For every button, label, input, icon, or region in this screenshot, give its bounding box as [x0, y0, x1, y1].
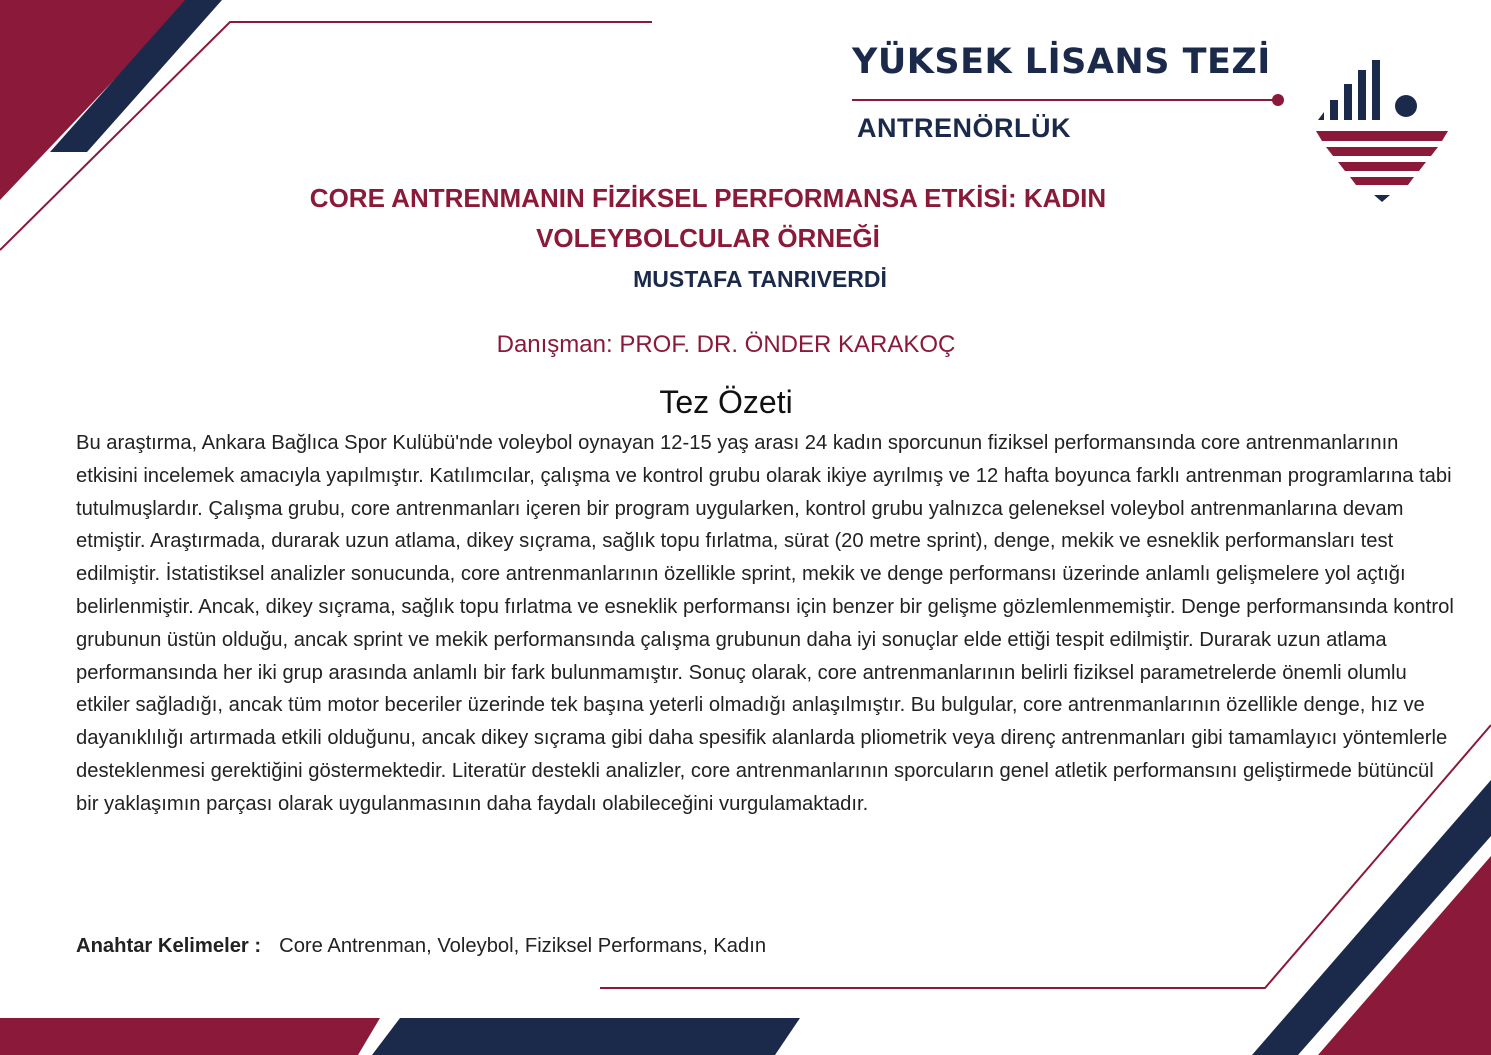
- document-type-title: YÜKSEK LİSANS TEZİ: [852, 42, 1271, 82]
- keywords-line: [76, 935, 766, 958]
- abstract-text: Bu araştırma, Ankara Bağlıca Spor Kulübü'nde voleybol oynayan 12-15 yaş arası 24 kadın sporcunun fiziksel performansında core antrenmanlarının etkisini incelemek amacıyla yapılmıştır. Katılımcılar, çalışma ve kontrol grubu olarak ikiye ayrılmış ve 12 hafta boyunca farklı antrenman programlarına tabi tutulmuşlardır. Çalışma grubu, core antrenmanları içeren bir program uygularken, kontrol grubu yalnızca geleneksel voleybol antrenmanlarına devam etmiştir. Araştırmada, durarak uzun atlama, dikey sıçrama, sağlık topu fırlatma, sürat (20 metre sprint), denge, mekik ve esneklik performansları test edilmiştir. İstatistiksel analizler sonucunda, core antrenmanlarının özellikle sprint, mekik ve denge performansı üzerinde anlamlı gelişmelere yol açtığı belirlenmiştir. Ancak, dikey sıçrama, sağlık topu fırlatma ve esneklik performansı için benzer bir gelişme gözlemlenmemiştir. Denge performansında kontrol grubunun üstün olduğu, ancak sprint ve mekik performansında çalışma grubunun daha iyi sonuçlar elde ettiği tespit edilmiştir. Durarak uzun atlama performansında her iki grup arasında anlamlı bir fark bulunmamıştır. Sonuç olarak, core antrenmanlarının belirli fiziksel parametrelerde önemli olumlu etkiler sağladığı, ancak tüm motor beceriler üzerinde tek başına yeterli olmadığı anlaşılmıştır. Bu bulgular, core antrenmanlarının özellikle denge, hız ve dayanıklılığı artırmada etkili olduğunu, ancak dikey sıçrama gibi daha spesifik alanlarda pliometrik veya direnç antrenmanları gibi tamamlayıcı yöntemlerle desteklenmesi gerektiğini göstermektedir. Literatür destekli analizler, core antrenmanlarının sporcuların genel atletik performansını geliştirmede bütüncül bir yaklaşımın parçası olarak uygulanmasının daha faydalı olabileceğini vurgulamaktadır.: [76, 432, 1454, 815]
- header-divider: [852, 99, 1278, 101]
- keywords-label: Anahtar Kelimeler :: [76, 935, 262, 957]
- thesis-title: CORE ANTRENMANIN FİZİKSEL PERFORMANSA ETKİSİ: KADIN VOLEYBOLCULAR ÖRNEĞİ: [309, 183, 1107, 253]
- bottom-navy-band: [372, 1018, 800, 1055]
- author-name: MUSTAFA TANRIVERDİ: [633, 266, 887, 292]
- department-label: ANTRENÖRLÜK: [857, 113, 1071, 143]
- advisor-line: Danışman: PROF. DR. ÖNDER KARAKOÇ: [496, 331, 956, 358]
- bottom-maroon-band: [0, 1018, 380, 1055]
- keywords-values: Core Antrenman, Voleybol, Fiziksel Performans, Kadın: [279, 935, 767, 957]
- bar-chart-logo-icon: [1312, 56, 1452, 206]
- summary-heading: Tez Özeti: [659, 384, 793, 420]
- header-divider-dot: [1272, 94, 1284, 106]
